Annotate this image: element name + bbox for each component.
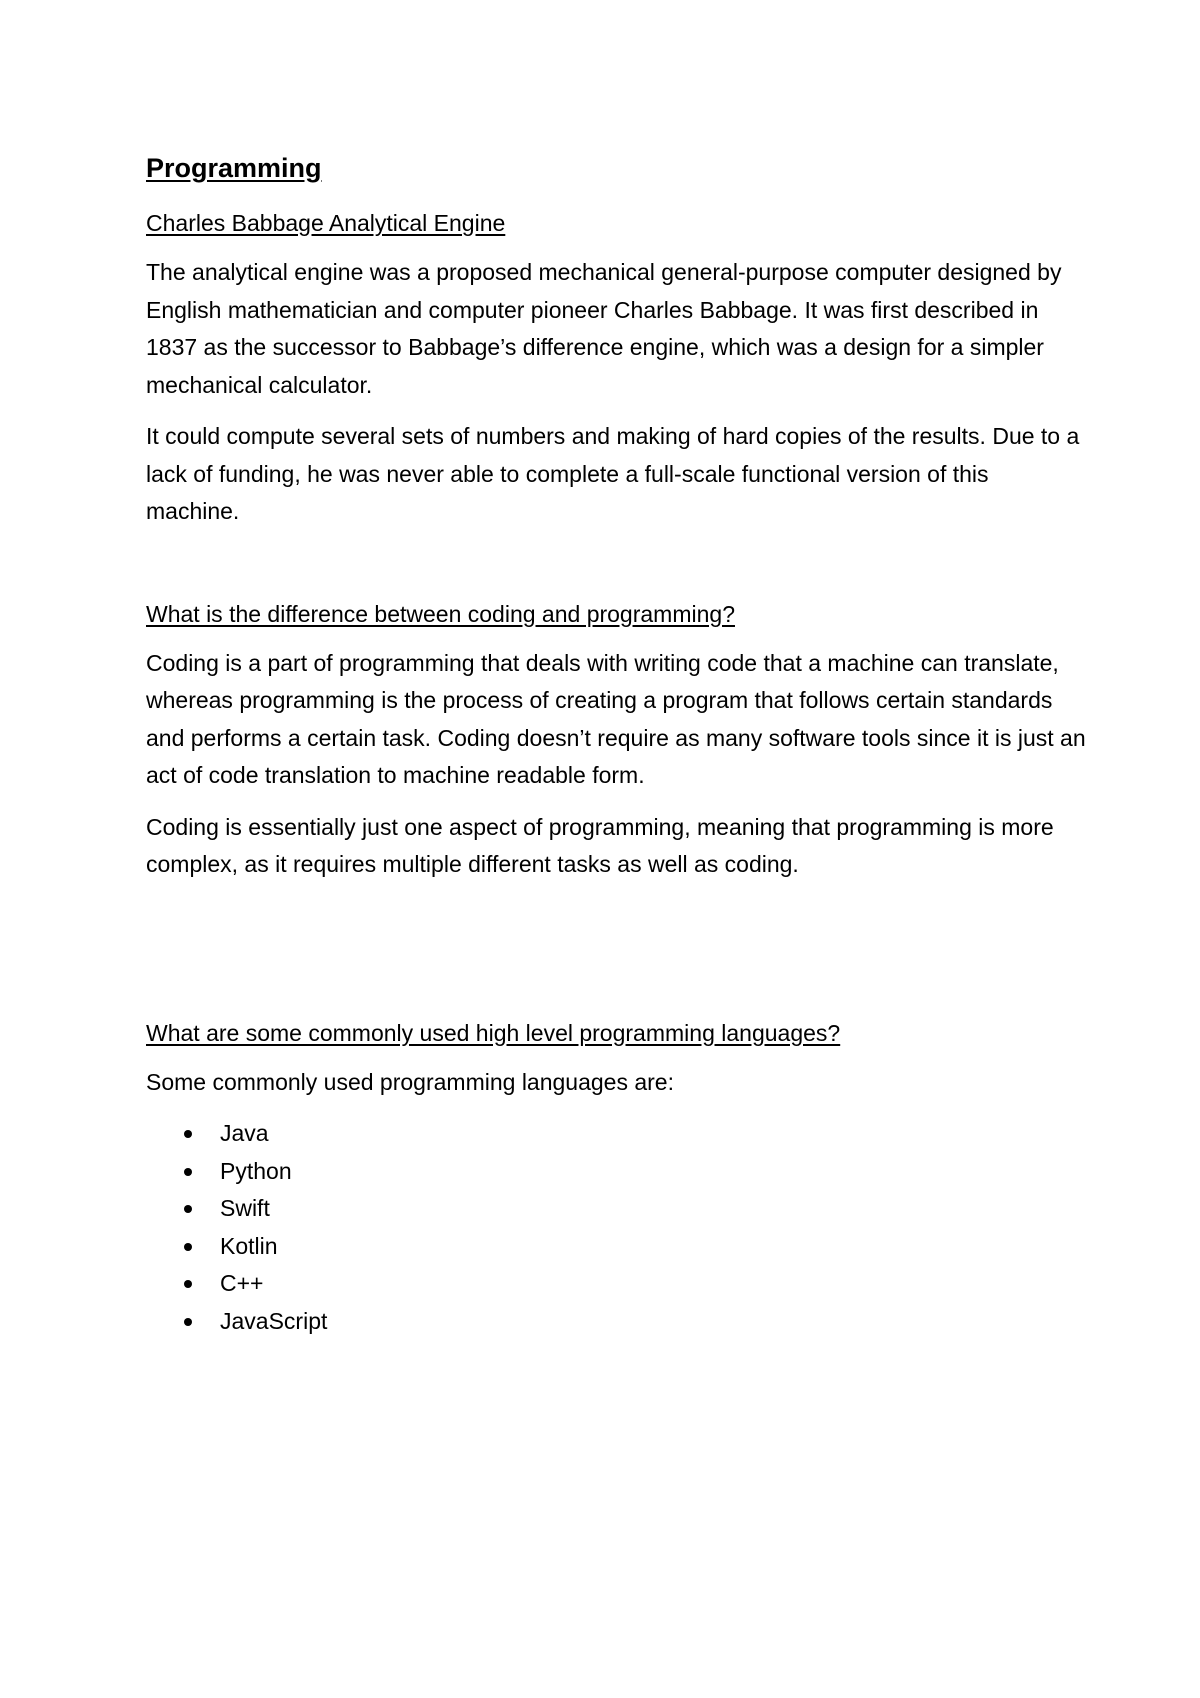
- section-heading-coding-vs-programming: What is the difference between coding and programming?: [146, 600, 735, 627]
- spacer: [146, 545, 1086, 597]
- section-heading-languages: What are some commonly used high level programming languages?: [146, 1019, 841, 1046]
- paragraph-coding-definition: Coding is a part of programming that deals with writing code that a machine can translate, whereas programming is the process of creating a program that follows certain standards and performs a certain task. Coding doesn’t require as many software tools since it is just an act of code translation to machine readable form.: [146, 649, 1086, 788]
- list-item-label: Kotlin: [220, 1232, 278, 1259]
- list-item: [184, 1303, 1086, 1341]
- paragraph-analytical-engine-funding: It could compute several sets of numbers and making of hard copies of the results. Due to a lack of funding, he was never able to complete a full-scale functional version of this machine.: [146, 423, 1080, 524]
- list-item-label: Swift: [220, 1195, 270, 1221]
- list-item: [184, 1115, 1086, 1153]
- list-item-label: Java: [220, 1120, 269, 1146]
- document-body: [146, 150, 1086, 1340]
- bullet-icon: [184, 1205, 192, 1213]
- list-item: [184, 1265, 1086, 1303]
- list-item: [184, 1190, 1086, 1228]
- bullet-icon: [184, 1280, 192, 1288]
- bullet-icon: [184, 1318, 192, 1326]
- list-item: [184, 1228, 1086, 1266]
- list-item-label: Python: [220, 1157, 292, 1184]
- languages-list: [146, 1115, 1086, 1340]
- section-heading-analytical-engine: Charles Babbage Analytical Engine: [146, 210, 506, 236]
- paragraph-analytical-engine-description: The analytical engine was a proposed mechanical general-purpose computer designed by English mathematician and computer pioneer Charles Babbage. It was first described in 1837 as the successor to Babbage’s difference engine, which was a design for a simpler mechanical calculator.: [146, 259, 1062, 398]
- list-item: [184, 1153, 1086, 1191]
- spacer: [146, 898, 1086, 1016]
- bullet-icon: [184, 1130, 192, 1138]
- list-item-label: JavaScript: [220, 1307, 328, 1334]
- document-title: Programming: [146, 153, 322, 183]
- paragraph-coding-aspect: Coding is essentially just one aspect of programming, meaning that programming is more complex, as it requires multiple different tasks as well as coding.: [146, 813, 1054, 877]
- paragraph-languages-intro: Some commonly used programming languages are:: [146, 1068, 674, 1095]
- bullet-icon: [184, 1168, 192, 1176]
- list-item-label: C++: [220, 1270, 264, 1296]
- bullet-icon: [184, 1243, 192, 1251]
